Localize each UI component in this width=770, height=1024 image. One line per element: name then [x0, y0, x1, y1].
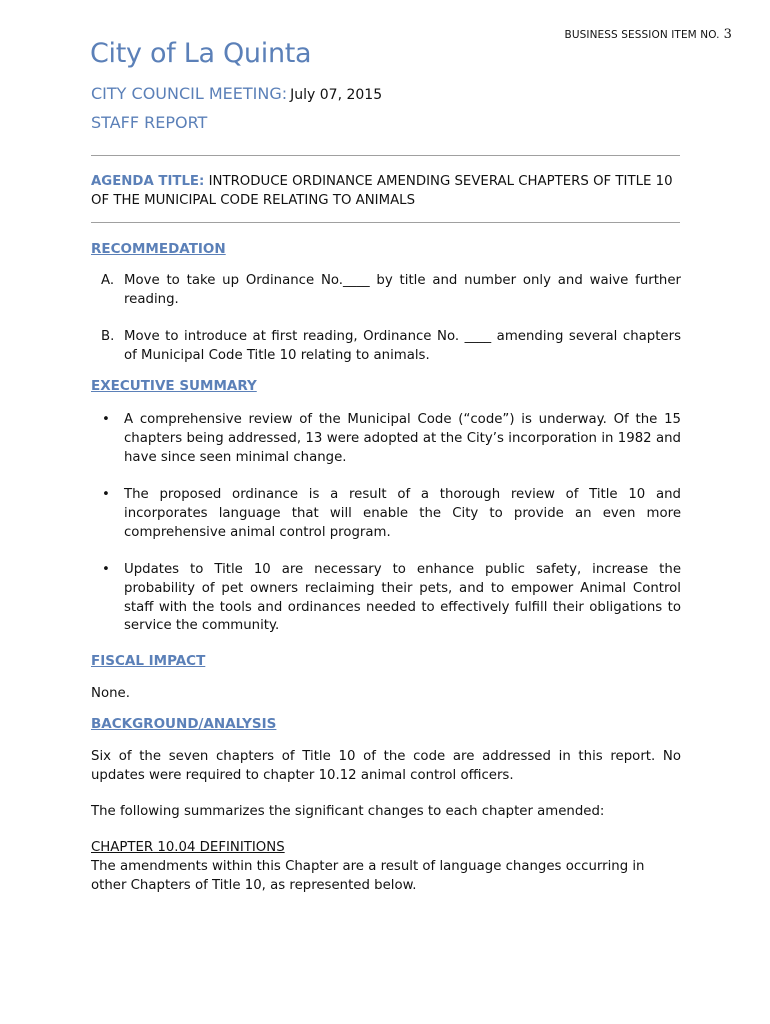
background-paragraph: Six of the seven chapters of Title 10 of the code are addressed in this report. No updates were required to chapter 10.12 animal control officers. — [91, 749, 681, 783]
agenda-label: AGENDA TITLE: — [91, 174, 205, 189]
recommendation-item — [101, 272, 681, 310]
bullet-marker: • — [102, 412, 110, 427]
business-session-item-number — [565, 27, 732, 42]
divider-bottom — [91, 222, 680, 223]
recommendation-text: Move to introduce at first reading, Ordinance No. ____ amending several chapters of Municipal Code Title 10 relating to animals. — [124, 329, 681, 363]
item-number: 3 — [723, 27, 732, 42]
summary-text: A comprehensive review of the Municipal Code (“code”) is underway. Of the 15 chapters being addressed, 13 were adopted at the City’s incorporation in 1982 and have since seen minimal change. — [124, 412, 681, 465]
summary-bullet-item — [101, 561, 681, 636]
item-label: BUSINESS SESSION ITEM NO. — [564, 29, 720, 41]
meeting-label: CITY COUNCIL MEETING: — [91, 84, 288, 103]
summary-bullet-item — [101, 486, 681, 542]
bullet-marker: • — [102, 562, 110, 577]
bullet-marker: • — [102, 487, 110, 502]
fiscal-impact-text: None. — [91, 686, 130, 701]
background-paragraph: The following summarizes the significant changes to each chapter amended: — [91, 804, 605, 819]
summary-text: Updates to Title 10 are necessary to enhance public safety, increase the probability of pet owners reclaiming their pets, and to empower Animal Control staff with the tools and ordinances needed to effectively fulfill their obligations to service the community. — [124, 562, 681, 634]
summary-text: The proposed ordinance is a result of a thorough review of Title 10 and incorporates language that will enable the City to provide an even more comprehensive animal control program. — [124, 487, 681, 540]
meeting-line — [91, 84, 382, 103]
chapter-title: CHAPTER 10.04 DEFINITIONS — [91, 840, 285, 855]
agenda-title: INTRODUCE ORDINANCE AMENDING SEVERAL CHAPTERS OF TITLE 10 OF THE MUNICIPAL CODE RELATING TO ANIMALS — [91, 174, 673, 208]
chapter-text: The amendments within this Chapter are a result of language changes occurring in other Chapters of Title 10, as represented below. — [91, 859, 645, 893]
recommendation-marker: B. — [101, 329, 115, 344]
background-heading: BACKGROUND/ANALYSIS — [91, 716, 277, 732]
recommendation-item — [101, 328, 681, 366]
city-name: City of La Quinta — [90, 38, 312, 69]
fiscal-impact-heading: FISCAL IMPACT — [91, 653, 206, 669]
recommendation-marker: A. — [101, 273, 115, 288]
agenda-title-block — [91, 172, 685, 210]
recommendation-heading: RECOMMEDATION — [91, 241, 226, 257]
summary-bullet-item — [101, 411, 681, 467]
executive-summary-heading: EXECUTIVE SUMMARY — [91, 378, 257, 394]
divider-top — [91, 155, 680, 156]
recommendation-text: Move to take up Ordinance No.____ by title and number only and waive further reading. — [124, 273, 681, 307]
meeting-date: July 07, 2015 — [290, 87, 383, 103]
report-type: STAFF REPORT — [91, 113, 208, 132]
